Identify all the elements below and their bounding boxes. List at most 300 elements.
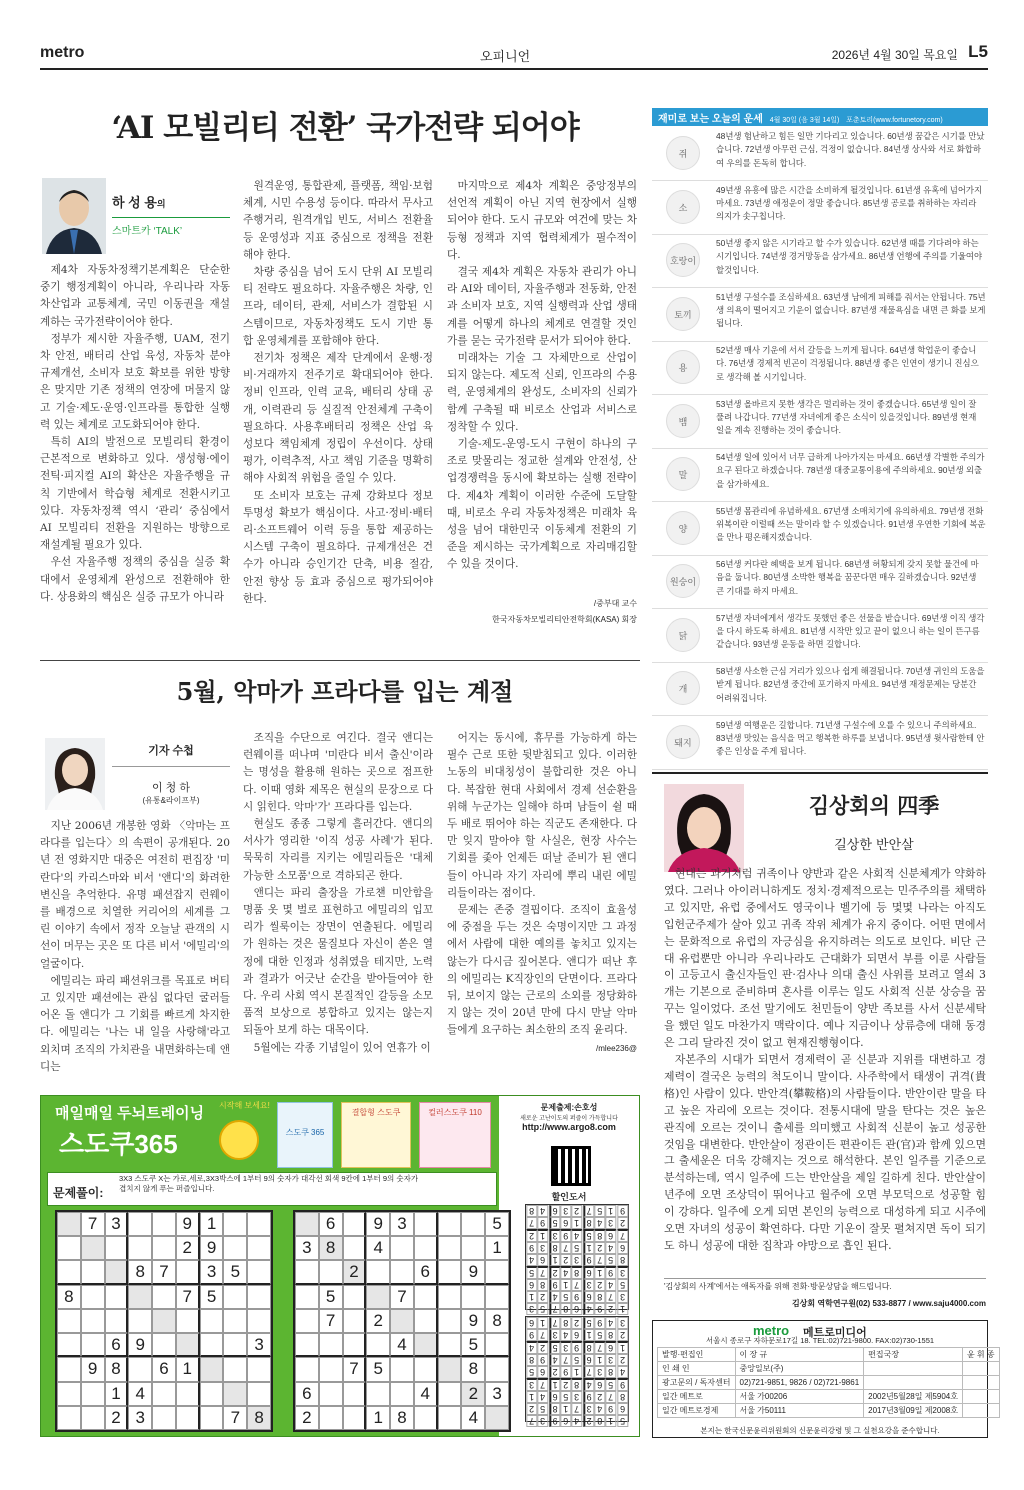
sudoku-cell[interactable] bbox=[485, 1285, 509, 1309]
sudoku-cell: 3 bbox=[583, 1279, 594, 1291]
sudoku-cell[interactable]: 8 bbox=[128, 1260, 152, 1284]
sudoku-cell[interactable] bbox=[390, 1309, 414, 1333]
sudoku-cell[interactable] bbox=[438, 1212, 462, 1236]
sudoku-cell[interactable]: 4 bbox=[414, 1382, 438, 1406]
sudoku-cell[interactable] bbox=[247, 1357, 271, 1381]
sudoku-cell[interactable]: 2 bbox=[176, 1236, 200, 1260]
article1-col2 bbox=[243, 178, 433, 626]
sudoku-cell[interactable]: 2 bbox=[366, 1309, 390, 1333]
sudoku-cell[interactable]: 7 bbox=[176, 1285, 200, 1309]
sudoku-cell[interactable] bbox=[57, 1260, 81, 1284]
sudoku-cell[interactable]: 6 bbox=[414, 1260, 438, 1284]
metro-logo: metro bbox=[40, 44, 85, 61]
author2-photo bbox=[45, 738, 105, 810]
column3-subtitle: 길상한 반안살 bbox=[834, 838, 914, 853]
masthead-cell bbox=[962, 1362, 999, 1376]
sudoku-cell[interactable] bbox=[247, 1309, 271, 1333]
sudoku-cell[interactable] bbox=[414, 1333, 438, 1357]
sudoku-cell[interactable] bbox=[438, 1236, 462, 1260]
sudoku-cell[interactable]: 1 bbox=[105, 1382, 129, 1406]
sudoku-cell[interactable]: 3 bbox=[128, 1406, 152, 1430]
fortune-row bbox=[652, 342, 988, 395]
sudoku-cell: 1 bbox=[549, 1254, 560, 1266]
paragraph: 또 소비자 보호는 규제 강화보다 정보 투명성 확보가 핵심이다. 사고·정비·배터리·소프트웨어 이력 등을 통합 제공하는 시스템 구축이 필요하다. 규제개선은 건수가 아니라 승인기간 단축, 비용 절감, 안전 향상 등 효과 중심으로 평가되어야 한다. bbox=[243, 489, 433, 605]
sudoku-cell: 9 bbox=[571, 1341, 582, 1354]
paragraph: 결국 제4차 계획은 자동차 관리가 아니라 AI와 데이터, 자율주행과 전동화, 안전과 소비자 보호, 지역 실행력과 산업 생태계를 어떻게 하나의 체계로 연결할 것인가를 묻는 국가전략 문서가 되어야 한다. bbox=[447, 266, 637, 347]
sudoku-cell: 8 bbox=[617, 1391, 628, 1403]
sudoku-cell[interactable] bbox=[319, 1382, 343, 1406]
sudoku-cell[interactable] bbox=[343, 1333, 367, 1357]
sudoku-cell[interactable] bbox=[57, 1309, 81, 1333]
sudoku-cell: 1 bbox=[560, 1403, 571, 1415]
sudoku-cell[interactable]: 3 bbox=[200, 1260, 224, 1284]
sudoku-cell: 5 bbox=[583, 1229, 594, 1242]
sudoku-cell[interactable] bbox=[414, 1357, 438, 1381]
sudoku-cell[interactable] bbox=[247, 1285, 271, 1309]
sudoku-cell[interactable] bbox=[366, 1260, 390, 1284]
sudoku-cell[interactable]: 9 bbox=[176, 1212, 200, 1236]
sudoku-cell[interactable] bbox=[295, 1212, 319, 1236]
solution-grid-1 bbox=[525, 1204, 629, 1314]
sudoku-grid-2[interactable] bbox=[293, 1210, 511, 1432]
sudoku-cell[interactable]: 3 bbox=[295, 1236, 319, 1260]
masthead-cell: 윤 휘 종 bbox=[962, 1348, 999, 1362]
sudoku-cell[interactable] bbox=[81, 1382, 105, 1406]
sudoku-cell[interactable] bbox=[223, 1357, 247, 1381]
sudoku-cell[interactable] bbox=[366, 1285, 390, 1309]
sudoku-cell[interactable] bbox=[176, 1309, 200, 1333]
sudoku-cell[interactable] bbox=[343, 1382, 367, 1406]
sudoku-cell: 7 bbox=[583, 1205, 594, 1217]
paragraph: 제4차 자동차정책기본계획은 단순한 중기 행정계획이 아니라, 우리나라 자동차산업과 교통체계, 국민 이동권을 재설계하는 국가전략이어야 한다. bbox=[40, 264, 230, 328]
sudoku-cell: 1 bbox=[605, 1415, 616, 1427]
sudoku-cell[interactable] bbox=[81, 1309, 105, 1333]
sudoku-cell: 4 bbox=[583, 1378, 594, 1391]
sudoku-cell[interactable] bbox=[176, 1406, 200, 1430]
sudoku-cell[interactable] bbox=[81, 1260, 105, 1284]
sudoku-cell[interactable] bbox=[152, 1309, 176, 1333]
sudoku-cell[interactable] bbox=[152, 1406, 176, 1430]
sudoku-cell: 5 bbox=[526, 1266, 537, 1279]
sudoku-cell[interactable] bbox=[223, 1382, 247, 1406]
sudoku-cell[interactable] bbox=[152, 1382, 176, 1406]
author2-name: 이 청 하 bbox=[152, 782, 190, 794]
sudoku-cell[interactable] bbox=[438, 1406, 462, 1430]
footer-address: 서울시 종로구 자하문로17길 18. TEL:02)721-9800. FAX:02)730-1551 bbox=[705, 1336, 935, 1345]
sudoku-cell: 2 bbox=[526, 1229, 537, 1242]
sudoku-cell: 6 bbox=[583, 1354, 594, 1366]
author1-block: 하 성 용의 스마트카 ‘TALK’ bbox=[112, 192, 230, 237]
sudoku-cell[interactable]: 8 bbox=[319, 1236, 343, 1260]
sudoku-cell[interactable] bbox=[223, 1212, 247, 1236]
sudoku-cell: 5 bbox=[560, 1391, 571, 1403]
sudoku-cell: 1 bbox=[571, 1217, 582, 1229]
sudoku-cell[interactable]: 2 bbox=[343, 1260, 367, 1284]
sudoku-cell: 6 bbox=[537, 1366, 548, 1378]
sudoku-cell[interactable] bbox=[414, 1309, 438, 1333]
sudoku-cell: 9 bbox=[594, 1303, 605, 1315]
sudoku-cell: 9 bbox=[605, 1266, 616, 1279]
paragraph: 원격운영, 통합관제, 플랫폼, 책임·보험체계, 시민 수용성 등이다. 따라서 무사고 주행거리, 원격개입 빈도, 서비스 전환율 등 운영성과 지표 중심으로 정책을 전환해야 한다. bbox=[243, 180, 433, 261]
sudoku-cell: 7 bbox=[560, 1242, 571, 1254]
sudoku-cell[interactable] bbox=[57, 1406, 81, 1430]
sudoku-cell[interactable] bbox=[319, 1357, 343, 1381]
sudoku-cell: 5 bbox=[537, 1403, 548, 1415]
sudoku-cell: 6 bbox=[571, 1329, 582, 1341]
sudoku-cell[interactable] bbox=[57, 1212, 81, 1236]
sudoku-cell[interactable] bbox=[105, 1285, 129, 1309]
sudoku-cell[interactable] bbox=[343, 1406, 367, 1430]
masthead-cell bbox=[864, 1362, 963, 1376]
sudoku-cell: 8 bbox=[549, 1403, 560, 1415]
sudoku-cell[interactable] bbox=[81, 1333, 105, 1357]
sudoku-cell[interactable]: 5 bbox=[223, 1260, 247, 1284]
sudoku-cell[interactable] bbox=[152, 1212, 176, 1236]
column1-name: 스마트카 ‘TALK’ bbox=[112, 217, 230, 237]
sudoku-cell: 8 bbox=[583, 1341, 594, 1354]
sudoku-cell[interactable]: 7 bbox=[223, 1406, 247, 1430]
sudoku-cell[interactable] bbox=[438, 1357, 462, 1381]
sudoku-cell[interactable]: 5 bbox=[485, 1212, 509, 1236]
sudoku-cell[interactable] bbox=[200, 1382, 224, 1406]
sudoku-cell[interactable] bbox=[390, 1382, 414, 1406]
sudoku-cell[interactable] bbox=[295, 1309, 319, 1333]
sudoku-cell: 3 bbox=[571, 1254, 582, 1266]
paragraph: 차량 중심을 넘어 도시 단위 AI 모빌리티 전략도 필요하다. 자율주행은 차량, 인프라, 데이터, 관제, 서비스가 결합된 시스템이므로, 자동차정책도 도시 기반 통합 운영체계를 포함해야 한다. bbox=[243, 266, 433, 347]
sudoku-cell[interactable] bbox=[438, 1333, 462, 1357]
sudoku-cell[interactable]: 9 bbox=[128, 1333, 152, 1357]
sudoku-cell: 4 bbox=[526, 1341, 537, 1354]
sudoku-credit: 문제출제:손호성 새로운 고난이도의 퍼즐이 가득합니다 http://www.argo8.com bbox=[499, 1102, 639, 1132]
sudoku-cell[interactable]: 9 bbox=[81, 1357, 105, 1381]
masthead-cell: 2002년5월28일 제5904호 bbox=[864, 1390, 963, 1404]
sudoku-cell[interactable] bbox=[105, 1236, 129, 1260]
sudoku-cell[interactable]: 8 bbox=[105, 1357, 129, 1381]
solution-grid-2 bbox=[525, 1316, 629, 1426]
sudoku-cell: 3 bbox=[605, 1217, 616, 1229]
sudoku-cell: 2 bbox=[571, 1205, 582, 1217]
sudoku-cell[interactable]: 8 bbox=[485, 1309, 509, 1333]
sudoku-cell[interactable] bbox=[485, 1260, 509, 1284]
sudoku-cell[interactable]: 5 bbox=[319, 1285, 343, 1309]
sudoku-cell[interactable] bbox=[81, 1236, 105, 1260]
sudoku-cell: 5 bbox=[605, 1254, 616, 1266]
sudoku-cell[interactable] bbox=[319, 1406, 343, 1430]
sudoku-cell[interactable]: 9 bbox=[461, 1309, 485, 1333]
sudoku-cell[interactable] bbox=[461, 1212, 485, 1236]
sudoku-cell[interactable] bbox=[57, 1382, 81, 1406]
sudoku-cell[interactable]: 5 bbox=[200, 1285, 224, 1309]
footer-logo: metro bbox=[753, 1323, 790, 1338]
zodiac-icon: 뱀 bbox=[666, 404, 700, 438]
sudoku-cell[interactable] bbox=[319, 1333, 343, 1357]
book2-cover: 결합형 스도쿠 bbox=[341, 1102, 411, 1168]
sudoku-cell[interactable] bbox=[343, 1309, 367, 1333]
zodiac-icon: 말 bbox=[666, 457, 700, 491]
sudoku-cell[interactable] bbox=[152, 1236, 176, 1260]
sudoku-cell[interactable] bbox=[223, 1236, 247, 1260]
sudoku-cell: 5 bbox=[560, 1291, 571, 1303]
sudoku-cell: 9 bbox=[537, 1354, 548, 1366]
sudoku-cell[interactable]: 2 bbox=[461, 1382, 485, 1406]
sudoku-cell[interactable] bbox=[247, 1260, 271, 1284]
sudoku-cell: 4 bbox=[571, 1229, 582, 1242]
sudoku-cell[interactable] bbox=[105, 1309, 129, 1333]
sudoku-cell[interactable]: 3 bbox=[485, 1382, 509, 1406]
sudoku-cell[interactable] bbox=[390, 1236, 414, 1260]
zodiac-icon: 호랑이 bbox=[666, 243, 700, 277]
sudoku-cell: 1 bbox=[594, 1354, 605, 1366]
sudoku-cell[interactable]: 7 bbox=[152, 1260, 176, 1284]
sudoku-cell: 5 bbox=[617, 1279, 628, 1291]
sudoku-cell[interactable]: 7 bbox=[319, 1309, 343, 1333]
sudoku-cell: 8 bbox=[605, 1329, 616, 1341]
sudoku-cell[interactable] bbox=[343, 1236, 367, 1260]
sudoku-cell[interactable]: 1 bbox=[366, 1406, 390, 1430]
sudoku-cell: 8 bbox=[571, 1378, 582, 1391]
paragraph: 5월에는 각종 기념일이 있어 연휴가 이 bbox=[253, 1041, 431, 1054]
sudoku-grid-1[interactable] bbox=[55, 1210, 273, 1432]
sudoku-cell: 1 bbox=[583, 1329, 594, 1341]
sudoku-cell[interactable]: 7 bbox=[343, 1357, 367, 1381]
section-label: 오피니언 bbox=[480, 49, 531, 64]
sudoku-cell[interactable] bbox=[57, 1357, 81, 1381]
sudoku-cell[interactable] bbox=[176, 1260, 200, 1284]
sudoku-cell[interactable] bbox=[81, 1285, 105, 1309]
sudoku-cell[interactable]: 5 bbox=[461, 1333, 485, 1357]
fortune-text: 54년생 일에 있어서 너무 급하게 나아가지는 마세요. 66년생 각별한 주의가 요구 된다고 하겠습니다. 78년생 대중교통이용에 주의하세요. 90년생 외출을 삼가하세요. bbox=[716, 452, 985, 489]
sudoku-cell: 3 bbox=[583, 1403, 594, 1415]
sudoku-cell[interactable] bbox=[343, 1212, 367, 1236]
sudoku-cell[interactable] bbox=[128, 1236, 152, 1260]
sudoku-cell[interactable] bbox=[200, 1309, 224, 1333]
footer-name: 메트로미디어 bbox=[803, 1327, 867, 1339]
sudoku-cell[interactable]: 9 bbox=[366, 1212, 390, 1236]
sudoku-cell: 9 bbox=[617, 1378, 628, 1391]
sudoku-cell[interactable] bbox=[223, 1309, 247, 1333]
sudoku-cell[interactable] bbox=[247, 1212, 271, 1236]
sudoku-cell[interactable] bbox=[319, 1260, 343, 1284]
masthead-cell: 일간 메트로 bbox=[658, 1390, 736, 1404]
sudoku-cell[interactable]: 6 bbox=[295, 1382, 319, 1406]
sudoku-cell[interactable] bbox=[176, 1382, 200, 1406]
sudoku-cell: 6 bbox=[605, 1229, 616, 1242]
sudoku-cell[interactable] bbox=[223, 1285, 247, 1309]
sudoku-cell[interactable] bbox=[438, 1309, 462, 1333]
sudoku-cell[interactable] bbox=[81, 1406, 105, 1430]
sudoku-cell[interactable] bbox=[200, 1357, 224, 1381]
sudoku-cell: 4 bbox=[617, 1366, 628, 1378]
sudoku-cell: 2 bbox=[594, 1242, 605, 1254]
article2-col3 bbox=[447, 730, 637, 1042]
publisher-url[interactable]: http://www.argo8.com bbox=[522, 1122, 616, 1132]
article1-col1 bbox=[40, 262, 230, 626]
sudoku-cell: 2 bbox=[617, 1354, 628, 1366]
zodiac-icon: 원숭이 bbox=[666, 564, 700, 598]
sudoku-cell[interactable] bbox=[438, 1260, 462, 1284]
masthead-cell: 서울 가50111 bbox=[735, 1404, 864, 1418]
sudoku-cell: 5 bbox=[605, 1378, 616, 1391]
fortune-row bbox=[652, 717, 988, 770]
sudoku-cell[interactable] bbox=[343, 1285, 367, 1309]
sudoku-cell: 7 bbox=[594, 1341, 605, 1354]
sudoku-cell[interactable]: 3 bbox=[105, 1212, 129, 1236]
sudoku-cell[interactable]: 4 bbox=[390, 1333, 414, 1357]
sudoku-cell[interactable] bbox=[152, 1333, 176, 1357]
sudoku-cell[interactable]: 5 bbox=[366, 1357, 390, 1381]
sudoku-cell[interactable] bbox=[390, 1357, 414, 1381]
sudoku-cell: 5 bbox=[583, 1317, 594, 1329]
sudoku-cell[interactable]: 2 bbox=[295, 1406, 319, 1430]
sudoku-cell[interactable] bbox=[414, 1212, 438, 1236]
sudoku-cell[interactable] bbox=[200, 1406, 224, 1430]
paragraph: 기술-제도-운영-도시 구현이 하나의 구조로 맞물리는 정교한 설계와 안전성, 산업경쟁력을 동시에 확보하는 실행 전략이다. 제4차 계획이 이러한 수준에 도달할 때, 비로소 우리 자동차정책은 미래차 육성을 넘어 대한민국 이동체계 전환의 기준을 제시하는 국가계획으로 자리매김할 수 있을 것이다. bbox=[447, 438, 637, 571]
sudoku-cell: 9 bbox=[605, 1403, 616, 1415]
book3-cover: 컬러스도쿠 110 bbox=[419, 1102, 491, 1168]
sudoku-cell[interactable]: 4 bbox=[366, 1236, 390, 1260]
sudoku-cell[interactable] bbox=[485, 1406, 509, 1430]
fortune-date: 4월 30일 (음 3월 14일) bbox=[769, 117, 840, 124]
sudoku-cell[interactable] bbox=[438, 1285, 462, 1309]
sudoku-cell[interactable] bbox=[200, 1333, 224, 1357]
sudoku-cell[interactable] bbox=[152, 1285, 176, 1309]
sudoku-cell[interactable] bbox=[461, 1236, 485, 1260]
sudoku-cell: 5 bbox=[594, 1205, 605, 1217]
sudoku-cell[interactable] bbox=[295, 1357, 319, 1381]
sudoku-cell: 9 bbox=[526, 1242, 537, 1254]
sudoku-cell: 4 bbox=[594, 1217, 605, 1229]
sudoku-cell[interactable]: 4 bbox=[461, 1406, 485, 1430]
sudoku-cell[interactable] bbox=[57, 1333, 81, 1357]
sudoku-cell[interactable] bbox=[295, 1333, 319, 1357]
sudoku-cell: 4 bbox=[594, 1403, 605, 1415]
sudoku-cell[interactable]: 1 bbox=[485, 1236, 509, 1260]
author2-desk: (유통&라이프부) bbox=[142, 796, 200, 805]
sudoku-cell[interactable]: 2 bbox=[105, 1406, 129, 1430]
sudoku-cell[interactable]: 8 bbox=[247, 1406, 271, 1430]
sudoku-cell[interactable] bbox=[485, 1357, 509, 1381]
sudoku-cell: 1 bbox=[560, 1279, 571, 1291]
masthead-cell: 이 장 규 bbox=[735, 1348, 864, 1362]
article1-signature: /중부대 교수 한국자동차모빌리티안전학회(KASA) 회장 bbox=[492, 599, 637, 624]
sudoku-cell[interactable] bbox=[247, 1236, 271, 1260]
fortune-text: 59년생 여행운은 길합니다. 71년생 구설수에 오를 수 있으니 주의하세요. 83년생 맛있는 음식을 먹고 행복한 하루를 보냅니다. 95년생 윗사람한테 안 좋은 인상을 주게 됩니다. bbox=[716, 719, 985, 757]
zodiac-icon: 소 bbox=[666, 190, 700, 224]
sudoku-cell[interactable]: 3 bbox=[247, 1333, 271, 1357]
sudoku-cell[interactable]: 8 bbox=[461, 1357, 485, 1381]
sudoku-cell: 7 bbox=[537, 1378, 548, 1391]
fortune-row bbox=[652, 556, 988, 609]
masthead-cell: 2017년3월09일 제2008호 bbox=[864, 1404, 963, 1418]
sudoku-cell[interactable]: 8 bbox=[57, 1285, 81, 1309]
column3-body bbox=[664, 866, 986, 1272]
sudoku-cell: 5 bbox=[594, 1329, 605, 1341]
sudoku-cell[interactable] bbox=[57, 1236, 81, 1260]
paragraph: 정부가 제시한 자율주행, UAM, 전기차 안전, 배터리 산업 육성, 자동차 분야 규제개선, 소비자 보호 확보를 위한 방향은 맞지만 기존 정책의 연장에 머물지 않고 기술·제도·운영·인프라를 통합한 실행력 있는 체계로 고도화되어야 한다. bbox=[40, 332, 230, 431]
sudoku-cell[interactable] bbox=[223, 1333, 247, 1357]
sudoku-cell[interactable]: 7 bbox=[81, 1212, 105, 1236]
sudoku-cell[interactable] bbox=[176, 1333, 200, 1357]
sudoku-cell: 6 bbox=[560, 1217, 571, 1229]
sudoku-cell[interactable] bbox=[438, 1382, 462, 1406]
sudoku-cell: 3 bbox=[594, 1366, 605, 1378]
sudoku-cell: 7 bbox=[571, 1279, 582, 1291]
sudoku-cell[interactable] bbox=[366, 1382, 390, 1406]
sudoku-cell[interactable] bbox=[105, 1260, 129, 1284]
zodiac-icon: 토끼 bbox=[666, 297, 700, 331]
sudoku-cell[interactable] bbox=[295, 1285, 319, 1309]
sudoku-cell: 9 bbox=[583, 1254, 594, 1266]
sudoku-cell[interactable] bbox=[414, 1236, 438, 1260]
masthead-cell: 일간 메트로경제 bbox=[658, 1404, 736, 1418]
fortune-row bbox=[652, 663, 988, 716]
sudoku-cell[interactable]: 4 bbox=[128, 1382, 152, 1406]
sudoku-cell: 9 bbox=[549, 1415, 560, 1427]
masthead-cell: 광고문의 / 독자센터 bbox=[658, 1376, 736, 1390]
divider bbox=[40, 660, 640, 661]
sudoku-cell[interactable]: 1 bbox=[176, 1357, 200, 1381]
sudoku-cell: 4 bbox=[605, 1279, 616, 1291]
paragraph: 조직을 수단으로 여긴다. 결국 앤디는 런웨이를 떠나며 '미란다 비서 출신'이라는 명성을 활용해 원하는 곳으로 점프한다. 이때 영화 제목은 현실의 문장으로 다시 읽힌다. 악마'가' 프라다를 입는다. bbox=[243, 732, 433, 813]
sudoku-cell: 1 bbox=[549, 1378, 560, 1391]
sudoku-cell[interactable] bbox=[414, 1406, 438, 1430]
sudoku-cell[interactable]: 6 bbox=[105, 1333, 129, 1357]
sudoku-cell[interactable] bbox=[414, 1285, 438, 1309]
sudoku-cell[interactable]: 6 bbox=[152, 1357, 176, 1381]
sudoku-cell[interactable] bbox=[247, 1382, 271, 1406]
sudoku-cell[interactable] bbox=[461, 1285, 485, 1309]
sudoku-cell[interactable] bbox=[366, 1333, 390, 1357]
sudoku-cell[interactable]: 3 bbox=[390, 1212, 414, 1236]
sudoku-cell[interactable]: 1 bbox=[200, 1212, 224, 1236]
zodiac-icon: 닭 bbox=[666, 618, 700, 652]
sudoku-cell[interactable]: 9 bbox=[200, 1236, 224, 1260]
sudoku-cell[interactable]: 9 bbox=[461, 1260, 485, 1284]
sudoku-cell: 5 bbox=[526, 1366, 537, 1378]
sudoku-cell: 6 bbox=[549, 1391, 560, 1403]
sudoku-cell[interactable] bbox=[485, 1333, 509, 1357]
sudoku-cell[interactable] bbox=[128, 1285, 152, 1309]
sudoku-cell[interactable]: 7 bbox=[390, 1285, 414, 1309]
sudoku-cell[interactable] bbox=[128, 1212, 152, 1236]
sudoku-cell: 5 bbox=[617, 1415, 628, 1427]
footer-notice: 본지는 한국신문윤리위원회의 신문윤리강령 및 그 실천요강을 준수합니다. bbox=[700, 1426, 940, 1435]
fortune-header bbox=[652, 108, 988, 126]
sudoku-cell[interactable]: 6 bbox=[319, 1212, 343, 1236]
sudoku-cell: 6 bbox=[617, 1403, 628, 1415]
sudoku-cell: 8 bbox=[617, 1254, 628, 1266]
sudoku-cell: 2 bbox=[594, 1279, 605, 1291]
sudoku-cell[interactable] bbox=[128, 1357, 152, 1381]
paragraph: 미래차는 기술 그 자체만으로 산업이 되지 않는다. 제도적 신뢰, 인프라의 수용력, 운영체계의 완성도, 소비자의 신뢰가 함께 구축될 때 비로소 산업과 서비스로 정착할 수 있다. bbox=[447, 352, 637, 433]
fortune-text: 49년생 유흥에 많은 시간을 소비하게 될것입니다. 61년생 유혹에 넘어가지 마세요. 73년생 애정운이 정말 좋습니다. 85년생 공로를 취하하는 자리라 의지가 솟구칩니다. bbox=[716, 184, 983, 222]
qr-code-icon[interactable] bbox=[551, 1146, 591, 1186]
fortune-source: 포춘토리(www.fortunetory.com) bbox=[846, 117, 943, 124]
sudoku-cell: 3 bbox=[617, 1291, 628, 1303]
sudoku-cell[interactable] bbox=[295, 1260, 319, 1284]
sudoku-cell: 6 bbox=[549, 1205, 560, 1217]
author1-photo bbox=[42, 178, 106, 254]
sudoku-cell: 6 bbox=[583, 1291, 594, 1303]
sudoku-cell[interactable]: 8 bbox=[390, 1406, 414, 1430]
masthead-table bbox=[657, 1347, 1000, 1418]
sudoku-cell: 8 bbox=[594, 1291, 605, 1303]
sudoku-cell[interactable] bbox=[128, 1309, 152, 1333]
issue-date: 2026년 4월 30일 목요일 bbox=[831, 48, 958, 62]
sudoku-cell: 2 bbox=[617, 1217, 628, 1229]
sudoku-cell: 3 bbox=[526, 1303, 537, 1315]
sudoku-cell[interactable] bbox=[390, 1260, 414, 1284]
